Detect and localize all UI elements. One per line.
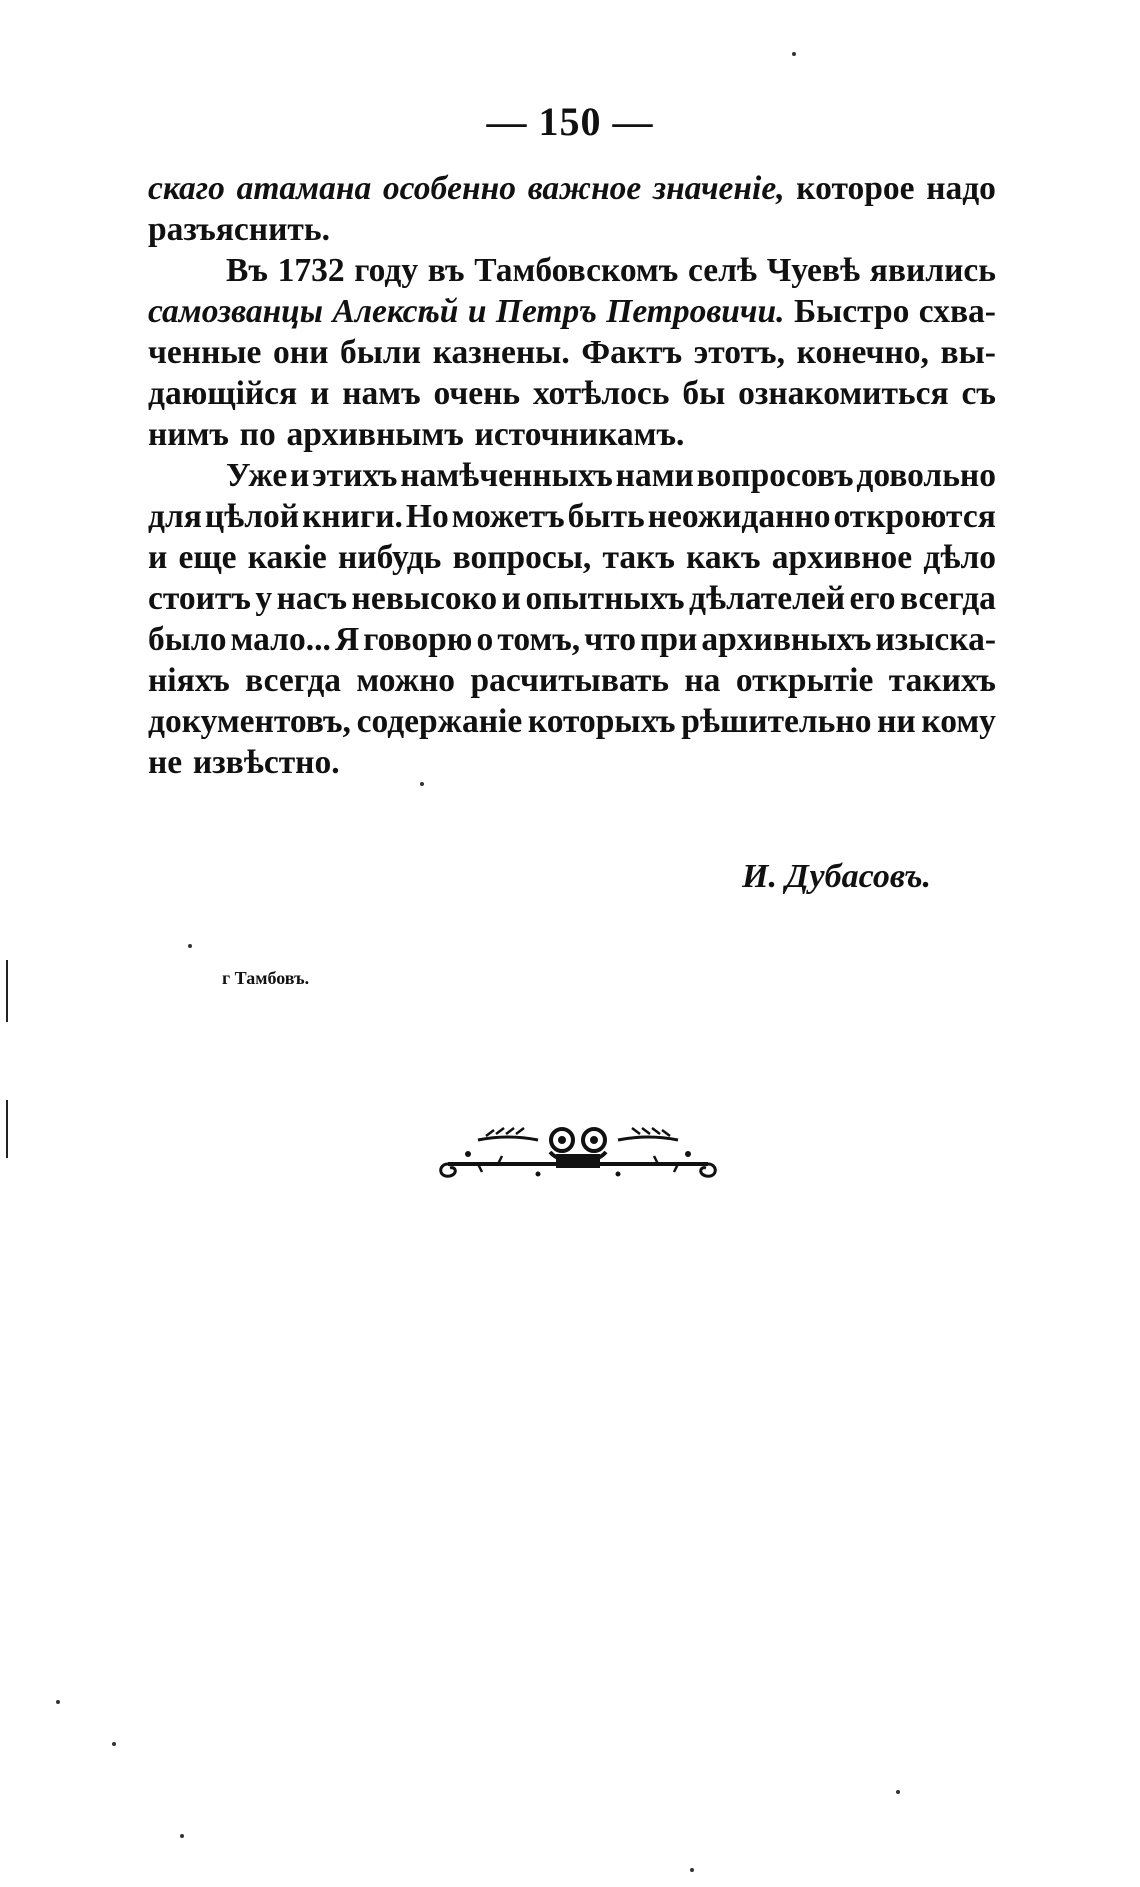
word: Уже: [226, 457, 288, 494]
scan-speck: [420, 782, 424, 786]
word: Въ: [226, 252, 268, 289]
word: всегда: [900, 580, 996, 617]
text-line: [148, 291, 996, 332]
word: Петръ: [495, 293, 597, 330]
body-text: [148, 168, 996, 783]
word: стоитъ: [148, 580, 251, 617]
text-line: [148, 168, 996, 209]
place-of-writing: г Тамбовъ.: [222, 968, 310, 988]
word: конечно,: [796, 334, 929, 371]
word: откроются: [833, 498, 996, 535]
text-line: [148, 414, 996, 455]
word: можно: [356, 662, 456, 699]
word: неожиданно: [647, 498, 831, 535]
word: у: [255, 580, 273, 617]
word: кому: [921, 703, 996, 740]
text-line: [148, 660, 996, 701]
scan-speck: [56, 1700, 60, 1704]
word: были: [340, 334, 422, 371]
word: Чуевѣ: [766, 252, 861, 289]
word: можетъ: [451, 498, 565, 535]
word: селѣ: [687, 252, 758, 289]
word: и: [501, 580, 521, 617]
scan-speck: [188, 944, 192, 948]
word: и: [290, 457, 310, 494]
word: мало...: [230, 621, 331, 658]
word: невысоко: [351, 580, 498, 617]
word: въ: [427, 252, 465, 289]
word: и: [148, 539, 168, 576]
scan-speck: [112, 1742, 116, 1746]
word: какъ: [686, 539, 761, 576]
word: изыска-: [875, 621, 996, 658]
text-line: [148, 209, 996, 250]
word: они: [273, 334, 329, 371]
word: этихъ: [312, 457, 398, 494]
word: не: [148, 744, 183, 781]
word: намъ: [342, 375, 421, 412]
scan-speck: [896, 1790, 900, 1794]
word: явились: [869, 252, 996, 289]
word: такихъ: [888, 662, 996, 699]
scan-speck: [792, 52, 796, 56]
word: году: [354, 252, 419, 289]
word: ни: [877, 703, 916, 740]
text-line: [148, 496, 996, 537]
word: открытіе: [735, 662, 874, 699]
word: довольно: [856, 457, 996, 494]
word: дѣло: [923, 539, 996, 576]
word: ніяхъ: [148, 662, 230, 699]
word: скаго: [148, 170, 225, 207]
text-line: [148, 701, 996, 742]
word: быть: [567, 498, 645, 535]
word: было: [148, 621, 227, 658]
word: цѣлой: [204, 498, 300, 535]
word: надо: [926, 170, 996, 207]
word: вы-: [940, 334, 996, 371]
word: нимъ: [148, 416, 229, 453]
word: томъ,: [497, 621, 581, 658]
word: опытныхъ: [525, 580, 685, 617]
word: Петровичи.: [606, 293, 785, 330]
word: книги.: [302, 498, 403, 535]
decorative-ornament-icon: [438, 1118, 718, 1188]
word: значеніе,: [653, 170, 785, 207]
word: Я: [334, 621, 360, 658]
word: для: [148, 498, 202, 535]
word: архивныхъ: [701, 621, 872, 658]
word: архивнымъ: [286, 416, 464, 453]
author-signature: И. Дубасовъ.: [742, 858, 931, 895]
word: по: [239, 416, 276, 453]
word: архивное: [771, 539, 913, 576]
word: расчитывать: [470, 662, 669, 699]
word: какіе: [247, 539, 327, 576]
word: разъяснить.: [148, 211, 330, 248]
text-line: [148, 619, 996, 660]
page-number: — 150 —: [486, 99, 654, 144]
word: вопросы,: [452, 539, 592, 576]
word: содержаніе: [356, 703, 523, 740]
word: вопросовъ: [696, 457, 854, 494]
word: важное: [527, 170, 642, 207]
word: дающійся: [148, 375, 298, 412]
text-line: [148, 373, 996, 414]
word: говорю: [363, 621, 473, 658]
word: схва-: [918, 293, 996, 330]
word: рѣшительно: [681, 703, 872, 740]
word: дѣлателей: [689, 580, 846, 617]
word: что: [584, 621, 636, 658]
word: Но: [405, 498, 449, 535]
text-line: [148, 250, 996, 291]
word: такъ: [602, 539, 675, 576]
word: нибудь: [337, 539, 442, 576]
word: его: [849, 580, 896, 617]
word: Быстро: [793, 293, 910, 330]
word: съ: [961, 375, 996, 412]
word: бы: [682, 375, 726, 412]
word: атамана: [236, 170, 372, 207]
word: всегда: [245, 662, 342, 699]
word: нами: [615, 457, 694, 494]
scan-speck: [180, 1834, 184, 1838]
word: этотъ,: [693, 334, 785, 371]
word: Тамбовскомъ: [474, 252, 679, 289]
word: намѣченныхъ: [400, 457, 613, 494]
word: ченные: [148, 334, 262, 371]
word: очень: [433, 375, 521, 412]
word: о: [476, 621, 494, 658]
scan-speck: [690, 1868, 694, 1872]
word: особенно: [382, 170, 516, 207]
word: казнены.: [432, 334, 570, 371]
word: еще: [178, 539, 237, 576]
word: на: [684, 662, 721, 699]
word: 1732: [277, 252, 345, 289]
scan-margin-mark: [6, 960, 8, 1022]
text-line: [148, 742, 996, 783]
word: хотѣлось: [533, 375, 670, 412]
word: при: [640, 621, 698, 658]
word: Алексѣй: [332, 293, 459, 330]
word: насъ: [276, 580, 348, 617]
word: источникамъ.: [474, 416, 685, 453]
text-line: [148, 332, 996, 373]
scan-margin-mark: [6, 1100, 8, 1158]
word: Фактъ: [581, 334, 683, 371]
word: и: [467, 293, 487, 330]
word: которыхъ: [527, 703, 676, 740]
word: и: [310, 375, 330, 412]
text-line: [148, 537, 996, 578]
word: ознакомиться: [738, 375, 949, 412]
word: которое: [796, 170, 915, 207]
word: документовъ,: [148, 703, 351, 740]
text-line: [148, 578, 996, 619]
word: самозванцы: [148, 293, 324, 330]
word: извѣстно.: [192, 744, 340, 781]
text-line: [148, 455, 996, 496]
